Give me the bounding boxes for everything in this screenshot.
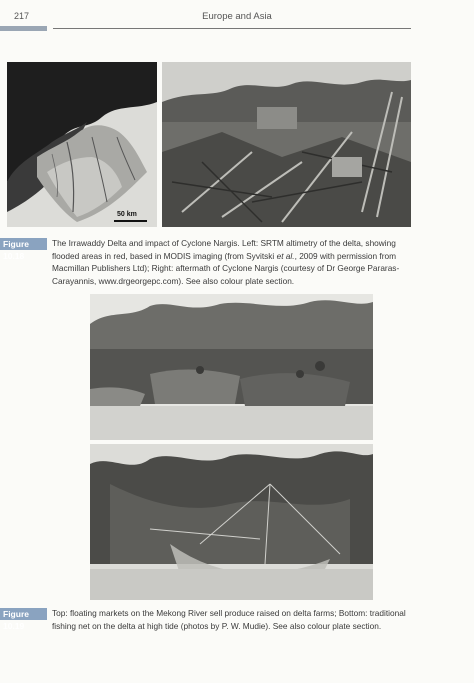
header-accent-bar xyxy=(0,26,47,31)
figure-caption: Top: floating markets on the Mekong River sell produce raised on delta farms; Bottom: traditional fishing net on the delta at high tide (photos by P. W. Mudie). See also colour plate section. xyxy=(52,608,406,631)
fishing-net-photo xyxy=(90,444,373,600)
page-number: 217 xyxy=(14,11,30,21)
cyclone-aftermath-photo xyxy=(162,62,411,227)
scale-bar-label: 50 km xyxy=(117,211,137,218)
figure-caption: The Irrawaddy Delta and impact of Cyclone Nargis. Left: SRTM altimetry of the delta, showing flooded areas in red, based in MODIS imaging (from Syvitski et al., 2009 with permission from Macmillan Publishers Ltd); Right: aftermath of Cyclone Nargis (courtesy of Dr George Pararas-Carayannis, www.drgeorgepc.com). See also colour plate section. xyxy=(52,238,400,286)
figure-label: Figure 10.19 xyxy=(0,608,47,620)
figure-label: Figure 10.18 xyxy=(0,238,47,250)
floating-market-photo xyxy=(90,294,373,440)
header-rule xyxy=(53,28,411,29)
delta-satellite-image xyxy=(7,62,157,227)
running-head: Europe and Asia xyxy=(202,11,272,22)
